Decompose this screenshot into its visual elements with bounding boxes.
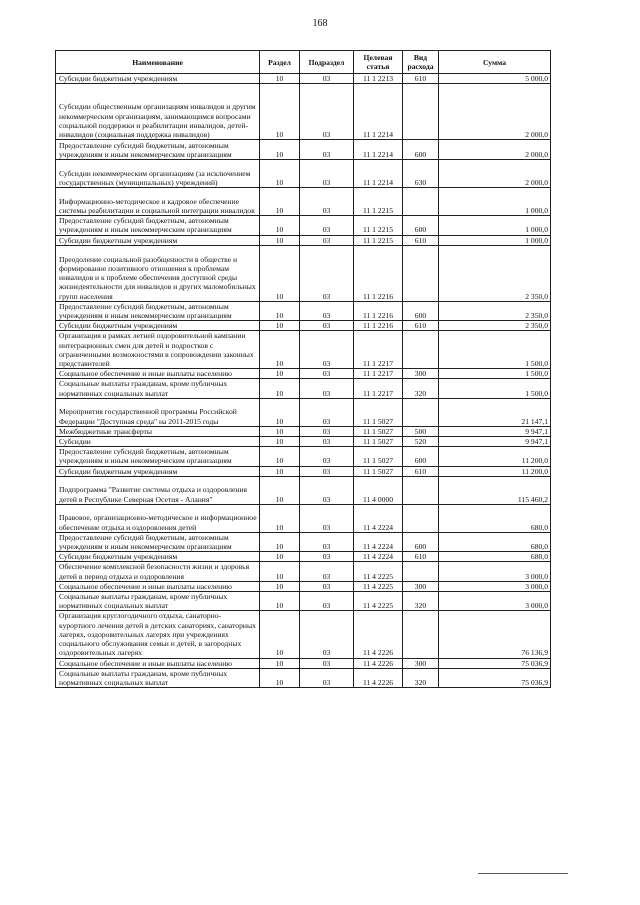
- cell-subsection: 03: [300, 504, 354, 532]
- cell-amount: 3 000,0: [439, 592, 551, 611]
- cell-amount: 2 350,0: [439, 245, 551, 301]
- cell-target-article: 11 4 2225: [354, 581, 403, 591]
- cell-expense-type: 520: [403, 437, 439, 447]
- cell-name: Субсидии бюджетным учреждениям: [56, 552, 260, 562]
- table-row: [56, 668, 551, 687]
- cell-expense-type: [403, 611, 439, 658]
- cell-section: 10: [260, 84, 300, 140]
- cell-name: Субсидии бюджетным учреждениям: [56, 74, 260, 84]
- cell-section: 10: [260, 562, 300, 581]
- cell-amount: 2 000,0: [439, 160, 551, 188]
- cell-expense-type: 320: [403, 668, 439, 687]
- table-row: [56, 552, 551, 562]
- cell-name: Обеспечение комплексной безопасности жизни и здоровья детей в период отдыха и оздоровления: [56, 562, 260, 581]
- cell-subsection: 03: [300, 379, 354, 398]
- table-row: [56, 447, 551, 466]
- cell-section: 10: [260, 658, 300, 668]
- cell-subsection: 03: [300, 331, 354, 369]
- cell-expense-type: 600: [403, 216, 439, 235]
- cell-amount: 76 136,9: [439, 611, 551, 658]
- cell-section: 10: [260, 611, 300, 658]
- table-row: [56, 504, 551, 532]
- cell-section: 10: [260, 426, 300, 436]
- cell-amount: 1 000,0: [439, 235, 551, 245]
- cell-expense-type: [403, 562, 439, 581]
- cell-expense-type: 300: [403, 658, 439, 668]
- cell-amount: 1 000,0: [439, 216, 551, 235]
- cell-target-article: 11 1 2214: [354, 160, 403, 188]
- cell-name: Субсидии: [56, 437, 260, 447]
- cell-section: 10: [260, 466, 300, 476]
- cell-target-article: 11 1 2215: [354, 216, 403, 235]
- cell-amount: 3 000,0: [439, 581, 551, 591]
- table-row: [56, 369, 551, 379]
- table-row: [56, 331, 551, 369]
- cell-expense-type: 500: [403, 426, 439, 436]
- cell-amount: 2 000,0: [439, 84, 551, 140]
- cell-expense-type: 610: [403, 235, 439, 245]
- cell-target-article: 11 1 2216: [354, 301, 403, 320]
- cell-name: Организация в рамках летней оздоровительной кампании интеграционных смен для детей и подростков с ограниченными возможностями в сопровождении законных представителей: [56, 331, 260, 369]
- table-row: [56, 466, 551, 476]
- table-row: [56, 301, 551, 320]
- cell-name: Социальные выплаты гражданам, кроме публичных нормативных социальных выплат: [56, 592, 260, 611]
- cell-section: 10: [260, 504, 300, 532]
- header-target-article: Целевая статья: [354, 51, 403, 74]
- table-row: [56, 321, 551, 331]
- cell-subsection: 03: [300, 581, 354, 591]
- cell-expense-type: 600: [403, 140, 439, 160]
- header-amount: Сумма: [439, 51, 551, 74]
- cell-target-article: 11 1 2217: [354, 379, 403, 398]
- cell-subsection: 03: [300, 668, 354, 687]
- header-name: Наименование: [56, 51, 260, 74]
- cell-amount: 5 000,0: [439, 74, 551, 84]
- cell-amount: 115 460,2: [439, 476, 551, 504]
- cell-subsection: 03: [300, 592, 354, 611]
- cell-subsection: 03: [300, 476, 354, 504]
- cell-amount: 2 000,0: [439, 140, 551, 160]
- header-expense-type: Вид расхода: [403, 51, 439, 74]
- cell-amount: 11 200,0: [439, 466, 551, 476]
- cell-expense-type: 600: [403, 532, 439, 551]
- table-row: [56, 398, 551, 426]
- cell-expense-type: 600: [403, 447, 439, 466]
- cell-expense-type: 610: [403, 321, 439, 331]
- cell-target-article: 11 1 5027: [354, 466, 403, 476]
- cell-target-article: 11 1 5027: [354, 426, 403, 436]
- cell-target-article: 11 1 2215: [354, 188, 403, 216]
- cell-section: 10: [260, 140, 300, 160]
- cell-expense-type: 600: [403, 301, 439, 320]
- cell-name: Организация круглогодичного отдыха, санаторно-курортного лечения детей в детских санаториях, санаторных лагерях, оздоровительных лагерях при учреждениях социального обслуживания семьи и детей, в загородных оздоровительных лагерях: [56, 611, 260, 658]
- cell-amount: 9 947,1: [439, 426, 551, 436]
- cell-target-article: 11 4 2225: [354, 592, 403, 611]
- cell-section: 10: [260, 160, 300, 188]
- cell-amount: 75 036,9: [439, 658, 551, 668]
- cell-expense-type: [403, 398, 439, 426]
- cell-subsection: 03: [300, 235, 354, 245]
- cell-expense-type: 300: [403, 369, 439, 379]
- cell-subsection: 03: [300, 321, 354, 331]
- cell-amount: 1 500,0: [439, 331, 551, 369]
- cell-subsection: 03: [300, 369, 354, 379]
- table-row: [56, 216, 551, 235]
- cell-section: 10: [260, 668, 300, 687]
- table-row: [56, 245, 551, 301]
- table-row: [56, 592, 551, 611]
- cell-expense-type: [403, 476, 439, 504]
- cell-amount: 11 200,0: [439, 447, 551, 466]
- cell-name: Подпрограмма "Развитие системы отдыха и оздоровления детей в Республике Северная Осетия - Алания": [56, 476, 260, 504]
- cell-target-article: 11 4 2226: [354, 668, 403, 687]
- table-row: [56, 476, 551, 504]
- cell-amount: 21 147,1: [439, 398, 551, 426]
- cell-section: 10: [260, 216, 300, 235]
- cell-target-article: 11 4 2224: [354, 552, 403, 562]
- cell-target-article: 11 4 2226: [354, 611, 403, 658]
- header-subsection: Подраздел: [300, 51, 354, 74]
- cell-section: 10: [260, 532, 300, 551]
- cell-name: Информационно-методическое и кадровое обеспечение системы реабилитации и социальной интеграции инвалидов: [56, 188, 260, 216]
- cell-section: 10: [260, 331, 300, 369]
- cell-subsection: 03: [300, 301, 354, 320]
- table-row: [56, 235, 551, 245]
- cell-expense-type: 320: [403, 592, 439, 611]
- cell-subsection: 03: [300, 160, 354, 188]
- cell-subsection: 03: [300, 611, 354, 658]
- cell-expense-type: [403, 188, 439, 216]
- cell-expense-type: 610: [403, 552, 439, 562]
- cell-amount: 3 000,0: [439, 562, 551, 581]
- cell-name: Предоставление субсидий бюджетным, автономным учреждениям и иным некоммерческим организациям: [56, 532, 260, 551]
- cell-target-article: 11 1 5027: [354, 447, 403, 466]
- cell-target-article: 11 1 2216: [354, 321, 403, 331]
- cell-name: Мероприятия государственной программы Российской Федерации "Доступная среда" на 2011-2015 годы: [56, 398, 260, 426]
- cell-amount: 1 500,0: [439, 369, 551, 379]
- table-row: [56, 581, 551, 591]
- cell-target-article: 11 1 5027: [354, 398, 403, 426]
- table-header-row: [56, 51, 551, 74]
- cell-expense-type: 320: [403, 379, 439, 398]
- cell-subsection: 03: [300, 140, 354, 160]
- cell-name: Предоставление субсидий бюджетным, автономным учреждениям и иным некоммерческим организациям: [56, 140, 260, 160]
- cell-section: 10: [260, 592, 300, 611]
- cell-expense-type: [403, 84, 439, 140]
- cell-subsection: 03: [300, 84, 354, 140]
- cell-expense-type: 630: [403, 160, 439, 188]
- cell-name: Правовое, организационно-методическое и информационное обеспечение отдыха и оздоровления детей: [56, 504, 260, 532]
- cell-target-article: 11 1 2214: [354, 84, 403, 140]
- cell-name: Субсидии бюджетным учреждениям: [56, 321, 260, 331]
- cell-section: 10: [260, 74, 300, 84]
- cell-amount: 75 036,9: [439, 668, 551, 687]
- table-row: [56, 611, 551, 658]
- cell-subsection: 03: [300, 188, 354, 216]
- cell-expense-type: [403, 504, 439, 532]
- cell-section: 10: [260, 447, 300, 466]
- table-row: [56, 84, 551, 140]
- cell-section: 10: [260, 379, 300, 398]
- cell-name: Социальное обеспечение и иные выплаты населению: [56, 581, 260, 591]
- cell-subsection: 03: [300, 245, 354, 301]
- cell-subsection: 03: [300, 658, 354, 668]
- cell-amount: 2 350,0: [439, 301, 551, 320]
- table-row: [56, 532, 551, 551]
- cell-amount: 680,0: [439, 532, 551, 551]
- cell-amount: 1 500,0: [439, 379, 551, 398]
- cell-section: 10: [260, 398, 300, 426]
- cell-subsection: 03: [300, 552, 354, 562]
- cell-target-article: 11 1 2217: [354, 369, 403, 379]
- cell-name: Предоставление субсидий бюджетным, автономным учреждениям и иным некоммерческим организациям: [56, 301, 260, 320]
- cell-name: Субсидии бюджетным учреждениям: [56, 235, 260, 245]
- cell-section: 10: [260, 301, 300, 320]
- cell-name: Субсидии бюджетным учреждениям: [56, 466, 260, 476]
- cell-name: Социальное обеспечение и иные выплаты населению: [56, 658, 260, 668]
- cell-section: 10: [260, 552, 300, 562]
- cell-target-article: 11 4 2224: [354, 504, 403, 532]
- table-row: [56, 658, 551, 668]
- cell-target-article: 11 1 5027: [354, 437, 403, 447]
- cell-expense-type: [403, 245, 439, 301]
- header-section: Раздел: [260, 51, 300, 74]
- cell-name: Преодоление социальной разобщенности в обществе и формирование позитивного отношения к проблемам инвалидов и к проблеме обеспечения доступной среды жизнедеятельности для инвалидов и других маломобильных групп населения: [56, 245, 260, 301]
- cell-name: Субсидии общественным организациям инвалидов и другим некоммерческим организациям, занимающимся вопросами социальной поддержки и реабилитации инвалидов, детей-инвалидов (социальная поддержка инвалидов): [56, 84, 260, 140]
- cell-subsection: 03: [300, 447, 354, 466]
- cell-expense-type: 300: [403, 581, 439, 591]
- table-row: [56, 188, 551, 216]
- cell-name: Предоставление субсидий бюджетным, автономным учреждениям и иным некоммерческим организациям: [56, 216, 260, 235]
- cell-subsection: 03: [300, 562, 354, 581]
- cell-section: 10: [260, 321, 300, 331]
- cell-subsection: 03: [300, 437, 354, 447]
- cell-target-article: 11 4 2224: [354, 532, 403, 551]
- cell-amount: 9 947,1: [439, 437, 551, 447]
- cell-subsection: 03: [300, 216, 354, 235]
- cell-section: 10: [260, 476, 300, 504]
- table-row: [56, 140, 551, 160]
- table-row: [56, 379, 551, 398]
- table-body: [56, 74, 551, 688]
- cell-target-article: 11 1 2214: [354, 140, 403, 160]
- cell-amount: 2 350,0: [439, 321, 551, 331]
- page-number: 168: [312, 18, 328, 29]
- cell-subsection: 03: [300, 398, 354, 426]
- cell-name: Межбюджетные трансферты: [56, 426, 260, 436]
- cell-target-article: 11 4 0000: [354, 476, 403, 504]
- cell-amount: 680,0: [439, 552, 551, 562]
- table-row: [56, 562, 551, 581]
- cell-target-article: 11 1 2216: [354, 245, 403, 301]
- cell-subsection: 03: [300, 426, 354, 436]
- table-row: [56, 74, 551, 84]
- cell-section: 10: [260, 369, 300, 379]
- table-row: [56, 437, 551, 447]
- cell-amount: 1 000,0: [439, 188, 551, 216]
- footer-rule: [478, 873, 568, 874]
- cell-name: Социальное обеспечение и иные выплаты населению: [56, 369, 260, 379]
- cell-section: 10: [260, 581, 300, 591]
- budget-table: [55, 50, 551, 688]
- cell-expense-type: 610: [403, 74, 439, 84]
- cell-target-article: 11 1 2215: [354, 235, 403, 245]
- cell-name: Предоставление субсидий бюджетным, автономным учреждениям и иным некоммерческим организациям: [56, 447, 260, 466]
- cell-name: Социальные выплаты гражданам, кроме публичных нормативных социальных выплат: [56, 668, 260, 687]
- cell-target-article: 11 4 2225: [354, 562, 403, 581]
- cell-name: Социальные выплаты гражданам, кроме публичных нормативных социальных выплат: [56, 379, 260, 398]
- cell-name: Субсидии некоммерческим организациям (за исключением государственных (муниципальных) учреждений): [56, 160, 260, 188]
- cell-target-article: 11 1 2213: [354, 74, 403, 84]
- cell-subsection: 03: [300, 74, 354, 84]
- cell-expense-type: [403, 331, 439, 369]
- cell-target-article: 11 4 2226: [354, 658, 403, 668]
- cell-section: 10: [260, 437, 300, 447]
- cell-section: 10: [260, 188, 300, 216]
- table-row: [56, 426, 551, 436]
- cell-subsection: 03: [300, 532, 354, 551]
- cell-section: 10: [260, 245, 300, 301]
- cell-expense-type: 610: [403, 466, 439, 476]
- cell-section: 10: [260, 235, 300, 245]
- cell-amount: 680,0: [439, 504, 551, 532]
- table-row: [56, 160, 551, 188]
- cell-subsection: 03: [300, 466, 354, 476]
- cell-target-article: 11 1 2217: [354, 331, 403, 369]
